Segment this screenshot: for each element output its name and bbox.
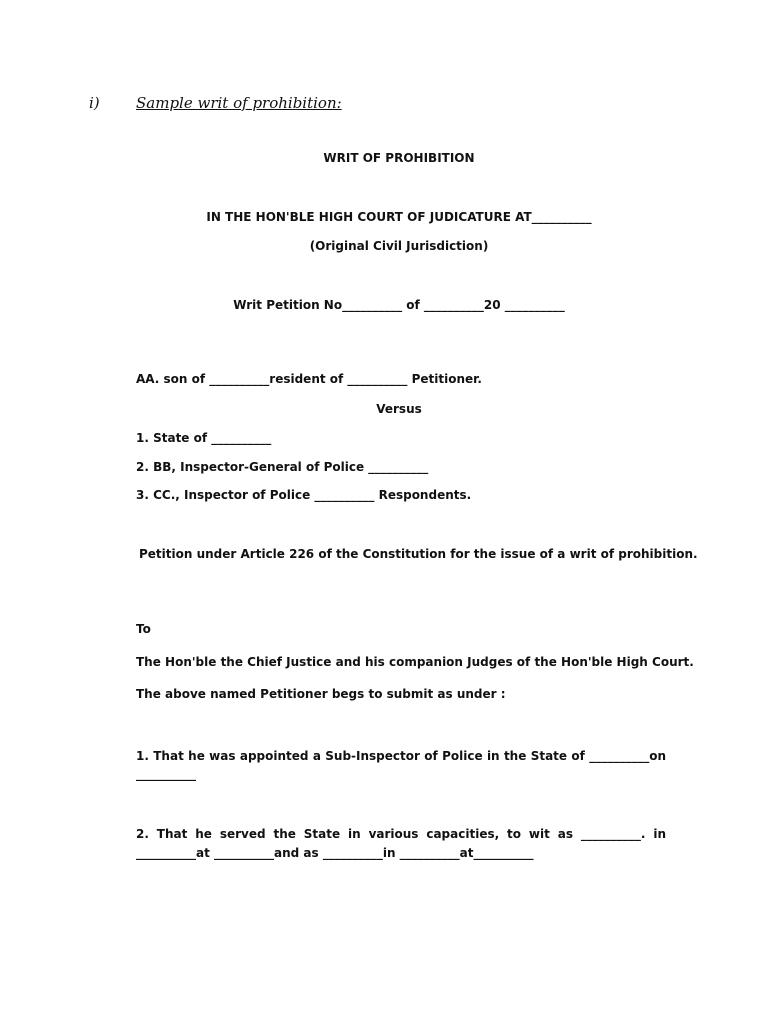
- addressee-line: The Hon'ble the Chief Justice and his companion Judges of the Hon'ble High Court.: [136, 655, 694, 669]
- section-number: i): [89, 94, 100, 112]
- respondent-1: 1. State of __________: [136, 431, 272, 445]
- jurisdiction-line: (Original Civil Jurisdiction): [309, 239, 489, 253]
- court-line: IN THE HON'BLE HIGH COURT OF JUDICATURE AT__________: [206, 210, 592, 224]
- paragraph-2-line-2: __________at __________and as __________in __________at__________: [136, 846, 534, 860]
- petitioner-line: AA. son of __________resident of __________ Petitioner.: [136, 372, 482, 386]
- petition-number-line: Writ Petition No__________ of __________20 __________: [233, 298, 565, 312]
- document-title: WRIT OF PROHIBITION: [323, 151, 475, 165]
- respondent-2: 2. BB, Inspector-General of Police __________: [136, 460, 429, 474]
- paragraph-2-line-1: 2. That he served the State in various capacities, to wit as __________. in: [136, 827, 666, 841]
- versus-line: Versus: [376, 402, 422, 416]
- petition-under-line: Petition under Article 226 of the Constitution for the issue of a writ of prohibition.: [139, 547, 698, 561]
- address-to: To: [136, 622, 151, 636]
- respondent-3: 3. CC., Inspector of Police __________ Respondents.: [136, 488, 472, 502]
- section-title: Sample writ of prohibition:: [136, 94, 342, 112]
- paragraph-1-line-1: 1. That he was appointed a Sub-Inspector of Police in the State of __________on: [136, 749, 666, 763]
- section-heading: [0, 94, 768, 114]
- submission-line: The above named Petitioner begs to submit as under :: [136, 687, 506, 701]
- paragraph-1-line-2: __________: [136, 767, 196, 781]
